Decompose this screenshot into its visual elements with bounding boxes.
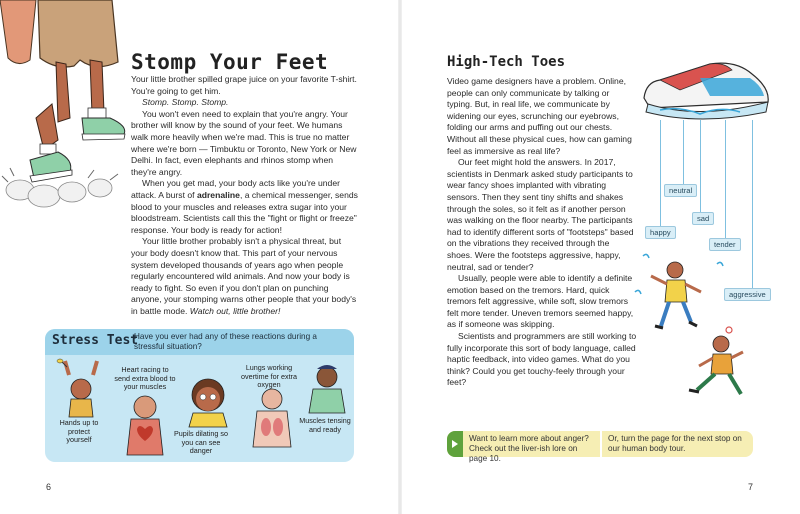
paragraph — [131, 178, 359, 236]
caption-muscles: Muscles tensing and ready — [299, 416, 351, 434]
nav-link-anger[interactable]: Want to learn more about anger? Check out the liver-ish lore on page 10. — [469, 434, 589, 463]
walking-figures-illustration — [625, 248, 755, 398]
page-gutter — [398, 0, 402, 514]
emotion-tag-neutral: neutral — [664, 184, 697, 197]
page-title-stomp: Stomp Your Feet — [131, 50, 329, 74]
stress-test-box — [45, 329, 354, 462]
paragraph: Scientists and programmers are still working to fully incorporate this sort of body language, called haptic feedback, into video games. What do you think? Could you get touchy-feely through your feet? — [447, 331, 637, 388]
keyword-adrenaline: adrenaline — [196, 189, 240, 200]
paragraph-italic — [131, 97, 359, 109]
text-run: When you get mad, your body acts like you're under attack. A burst of — [131, 178, 340, 200]
page-title-high-tech: High-Tech Toes — [447, 54, 566, 70]
paragraph: Usually, people were able to identify a definite emotion based on the tremors. Hard, quick tremors felt aggressive, while soft, slow tremors felt more tender. Uneven tremors seemed happy, as if someone was skipping. — [447, 273, 634, 330]
caption-heart-racing: Heart racing to send extra blood to your muscles — [114, 365, 176, 392]
page-number-left: 6 — [46, 482, 52, 492]
nav-divider — [600, 431, 602, 457]
stress-test-title: Stress Test — [52, 333, 139, 348]
paragraph: You won't even need to explain that you're angry. Your brother will know by the sound of your feet. We humans walk more heavily when we're mad. This is true no matter where we're born — Timbuktu or Toronto, New York or New Delhi. In fact, even elephants and rhinos stomp when they're angry. — [131, 108, 357, 177]
paragraph: Your little brother spilled grape juice on your favorite T-shirt. You're going to get him. — [131, 74, 357, 96]
caption-lungs: Lungs working overtime for extra oxygen — [241, 363, 297, 390]
vibration-line — [700, 120, 701, 212]
left-body-text — [131, 74, 359, 317]
stomp-text: Stomp. Stomp. Stomp. — [142, 97, 229, 108]
sensor-shoe-illustration — [640, 58, 775, 128]
emotion-tag-sad: sad — [692, 212, 714, 225]
arrow-right-icon — [447, 431, 463, 457]
text-run-italic: Watch out, little brother! — [189, 305, 281, 316]
stomping-legs-illustration — [0, 0, 130, 215]
caption-hands-up: Hands up to protect yourself — [59, 418, 99, 445]
right-body-text — [447, 76, 637, 389]
text-run: , a chemical messenger, sends blood to your muscles and releases extra sugar into your bloodstream. Scientists call this the "fight or flight or freeze" response. Your body is ready for action! — [131, 189, 358, 235]
caption-pupils: Pupils dilating so you can see danger — [174, 429, 228, 456]
page-number-right: 7 — [748, 482, 754, 492]
text-run: Your little brother probably isn't a physical threat, but your body doesn't know that. This part of your nervous system developed thousands of years ago when people regularly encountered wild animals. And now your body is ready to fight. So even if you don't plan on punching anyone, your stomping warns other people that your body's in battle mode. — [131, 236, 357, 316]
nav-link-next-page[interactable]: Or, turn the page for the next stop on our human body tour. — [608, 434, 742, 453]
emotion-tag-tender: tender — [709, 238, 741, 251]
paragraph: Our feet might hold the answers. In 2017, scientists in Denmark asked study participants to wear fancy shoes implanted with vibrating sensors. Then they sent tiny shifts and shakes through the soles, so it felt as if another person was walking on the floor nearby. The participants had to identify different sorts of "footsteps" based on the vibrations they received through the shoes. Were the footsteps aggressive, happy, neutral, sad or tender? — [447, 157, 634, 272]
stress-test-question: Have you ever had any of these reactions during a stressful situation? — [134, 332, 317, 351]
emotion-tag-happy: happy — [645, 226, 676, 239]
vibration-line — [660, 120, 661, 226]
paragraph — [131, 236, 359, 317]
paragraph: Video game designers have a problem. Online, people can only communicate by talking or typing. But, in real life, we communicate by widening our eyes, scrunching our eyebrows, folding our arms and puffing out our chests. Without all these physical cues, how can gaming feel as immersive as real life? — [447, 76, 632, 156]
vibration-line — [725, 120, 726, 238]
emotion-tag-aggressive: aggressive — [724, 288, 771, 301]
vibration-line — [683, 120, 684, 184]
